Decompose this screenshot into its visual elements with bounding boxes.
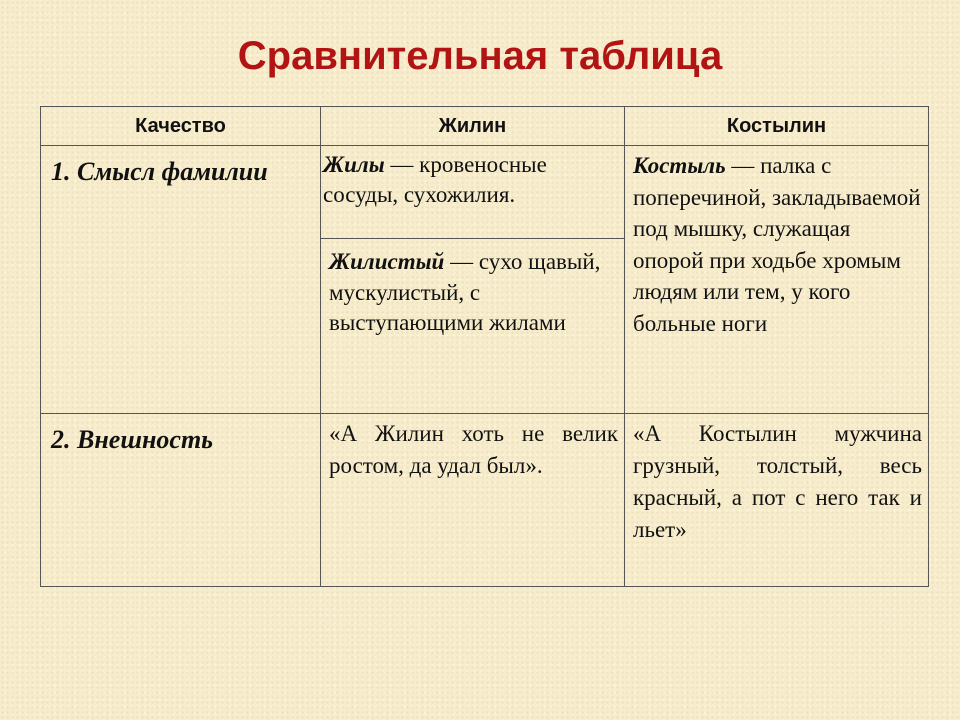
zhilin-definition — [321, 146, 624, 238]
definition-text: — кровеносные сосуды, сухожилия. — [323, 152, 547, 207]
definition-term: Жилы — [323, 152, 385, 177]
zhilin-cell — [321, 239, 625, 414]
zhilin-appearance: «А Жилин хоть не велик ростом, да удал был». — [329, 421, 618, 478]
table-row — [41, 146, 929, 239]
table-row — [41, 414, 929, 587]
zhilin-definition — [321, 239, 624, 413]
kostylin-cell — [625, 146, 929, 414]
kostylin-appearance: «А Костылин мужчина грузный, толстый, весь красный, а пот с него так и льет» — [633, 421, 922, 542]
definition-term: Жилистый — [329, 249, 445, 274]
table-header-row — [41, 107, 929, 146]
header-quality: Качество — [41, 107, 321, 146]
page-title: Сравнительная таблица — [237, 34, 723, 78]
kostylin-cell — [625, 414, 929, 587]
quality-label: 2. Внешность — [51, 425, 214, 454]
quality-cell — [41, 414, 321, 587]
kostylin-definition — [625, 146, 928, 404]
comparison-table — [40, 106, 929, 587]
quality-cell — [41, 146, 321, 414]
definition-term: Костыль — [633, 153, 726, 178]
quality-label: 1. Смысл фамилии — [51, 157, 268, 186]
definition-text: — сухо щавый, мускулистый, с выступающими жилами — [329, 249, 601, 335]
zhilin-cell — [321, 414, 625, 587]
zhilin-cell — [321, 146, 625, 239]
header-zhilin: Жилин — [321, 107, 625, 146]
definition-text: — палка с поперечиной, закладываемой под мышку, служащая опорой при ходьбе хромым людям или тем, у кого больные ноги — [633, 153, 921, 336]
header-kostylin: Костылин — [625, 107, 929, 146]
